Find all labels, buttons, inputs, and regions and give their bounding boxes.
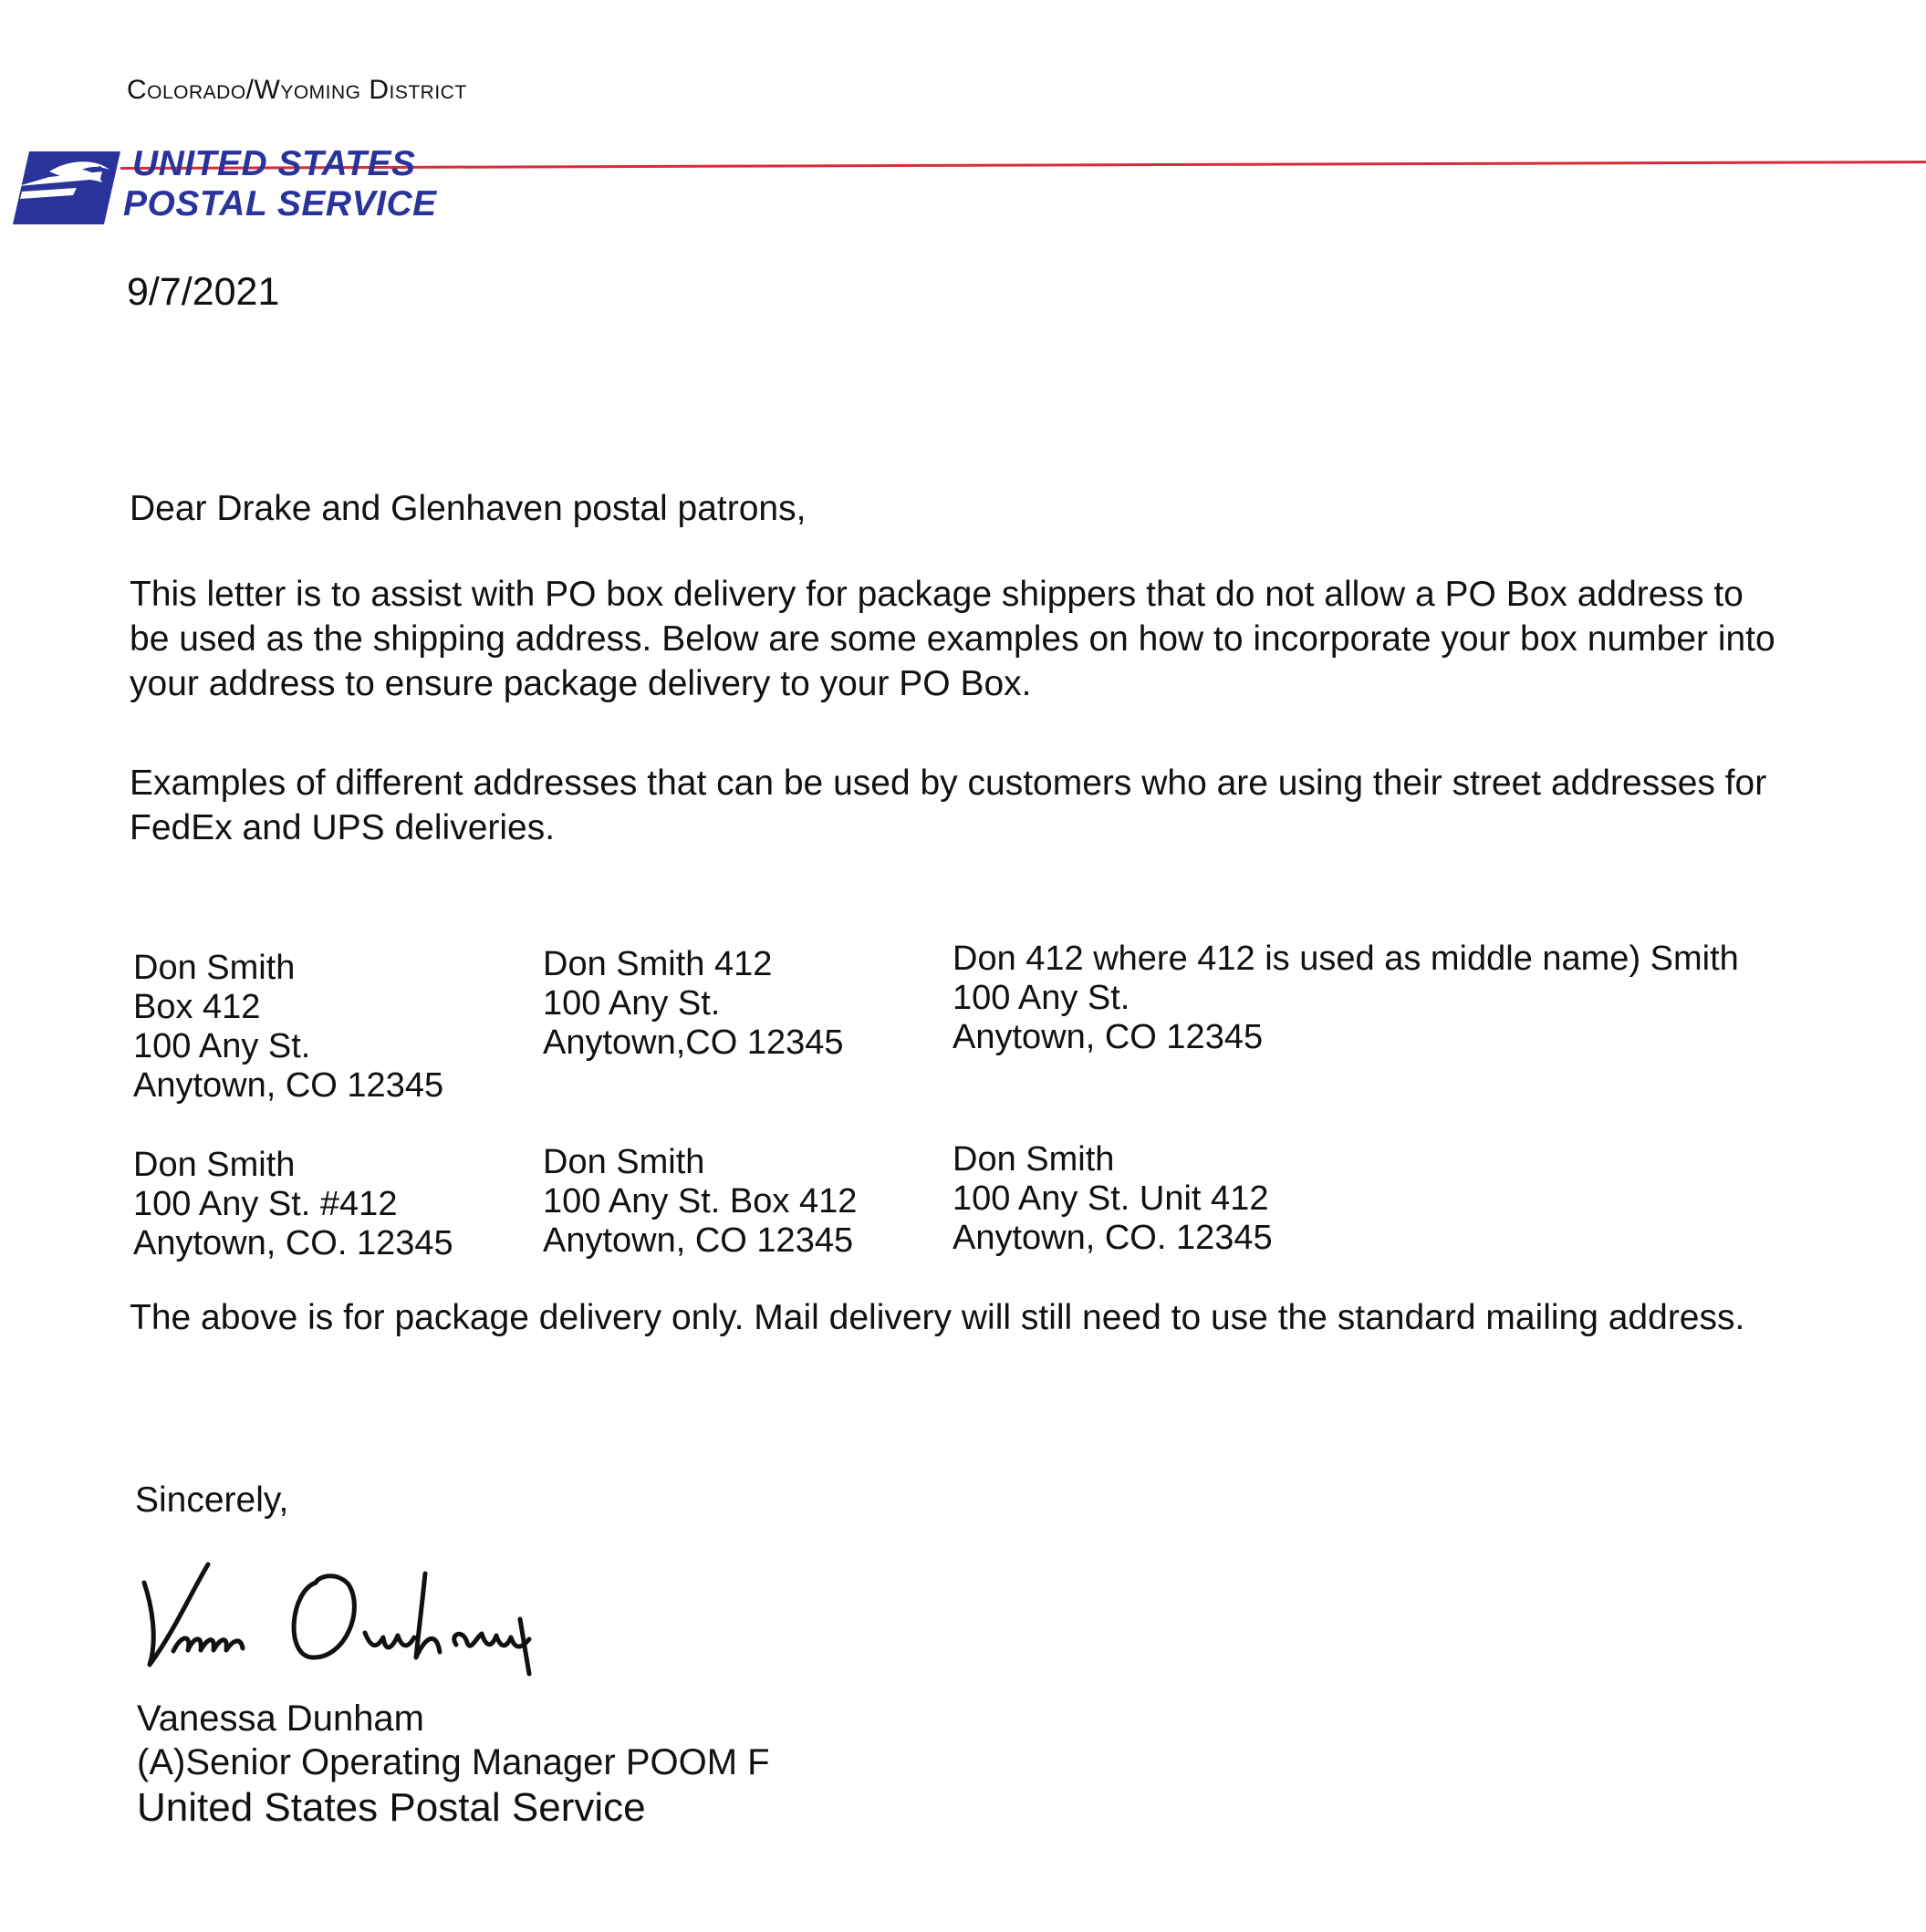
address-line: Anytown, CO. 12345: [953, 1219, 1273, 1257]
address-line: 100 Any St.: [543, 984, 721, 1023]
closing: Sincerely,: [135, 1480, 289, 1520]
handwritten-signature: [137, 1555, 566, 1678]
address-line: Anytown,CO 12345: [543, 1023, 844, 1062]
address-line: Don Smith: [133, 1146, 296, 1184]
address-example: [133, 949, 443, 1106]
address-line: Anytown, CO. 12345: [133, 1224, 453, 1262]
address-line: Don Smith: [133, 949, 296, 987]
address-line: 100 Any St. Unit 412: [953, 1179, 1269, 1218]
address-line: Anytown, CO 12345: [953, 1018, 1264, 1056]
address-line: 100 Any St. Box 412: [543, 1182, 858, 1220]
address-line: 100 Any St.: [133, 1027, 311, 1065]
wordmark-line-2: POSTAL SERVICE: [123, 184, 437, 223]
address-example: [543, 1143, 857, 1261]
paragraph-intro: This letter is to assist with PO box delivery for package shippers that do not allow a PO Box address to be used as the shipping address. Below are some examples on how to incorporate your box number into your address to ensure package delivery to your PO Box.: [130, 575, 1775, 703]
usps-wordmark: [123, 144, 437, 224]
usps-eagle-logo-icon: [13, 151, 120, 224]
address-line: Don Smith 412: [543, 945, 773, 983]
address-line: Don Smith: [543, 1143, 705, 1181]
wordmark-line-1: UNITED STATES: [132, 144, 416, 183]
address-line: Don Smith: [953, 1140, 1115, 1179]
address-line: 100 Any St. #412: [133, 1185, 398, 1223]
salutation: Dear Drake and Glenhaven postal patrons,: [130, 489, 807, 528]
signer-title: (A)Senior Operating Manager POOM F: [137, 1742, 770, 1782]
address-example: [953, 940, 1739, 1057]
address-line: Anytown, CO 12345: [133, 1066, 444, 1105]
address-example: [953, 1140, 1273, 1258]
address-example: [543, 945, 844, 1063]
address-line: Anytown, CO 12345: [543, 1221, 854, 1260]
address-line: 100 Any St.: [953, 979, 1130, 1017]
letter-date: 9/7/2021: [127, 270, 280, 314]
address-example: [133, 1146, 453, 1263]
district-heading: Colorado/Wyoming District: [127, 75, 467, 105]
signer-block: [137, 1697, 770, 1832]
signer-name: Vanessa Dunham: [137, 1698, 424, 1739]
address-line: Box 412: [133, 988, 261, 1026]
address-line: Don 412 where 412 is used as middle name) Smith: [953, 940, 1739, 978]
paragraph-note: The above is for package delivery only. Mail delivery will still need to use the standard mailing address.: [130, 1298, 1745, 1337]
signer-organization: United States Postal Service: [137, 1785, 646, 1830]
paragraph-examples: Examples of different addresses that can be used by customers who are using their street addresses for FedEx and UPS deliveries.: [130, 763, 1767, 847]
